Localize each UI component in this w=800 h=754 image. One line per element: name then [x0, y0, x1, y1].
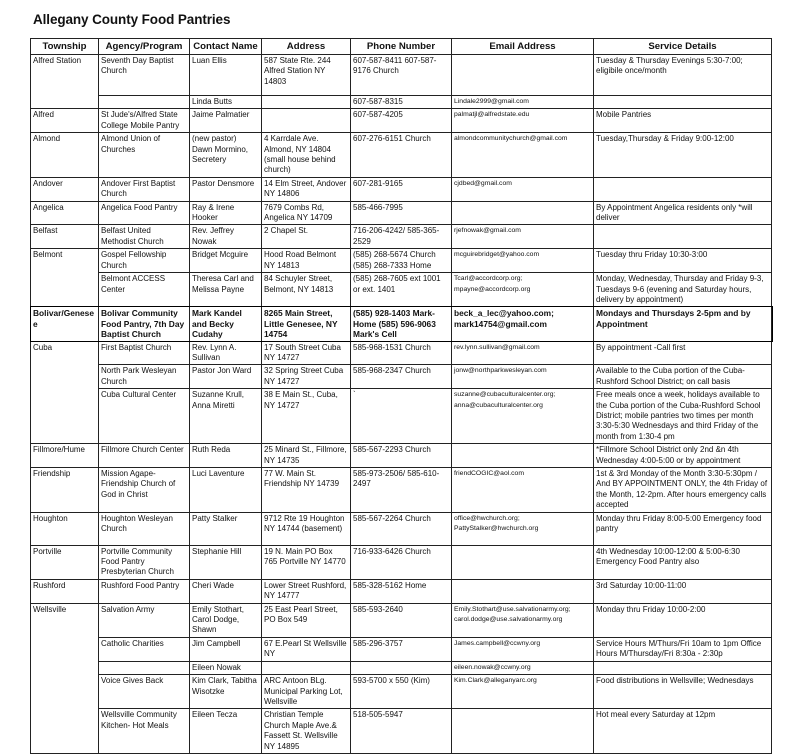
service-cell: Monday thru Friday 8:00-5:00 Emergency food pantry: [594, 512, 772, 545]
service-cell: Hot meal every Saturday at 12pm: [594, 709, 772, 754]
service-cell: [594, 661, 772, 674]
township-cell: Bolivar/Genesee: [31, 307, 99, 341]
phone-cell: 518-505-5947: [351, 709, 452, 754]
address-cell: 7679 Combs Rd, Angelica NY 14709: [262, 201, 351, 225]
contact-cell: Theresa Carl and Melissa Payne: [190, 273, 262, 307]
township-cell: Houghton: [31, 512, 99, 545]
table-row: [31, 365, 772, 389]
phone-cell: 585-968-1531 Church: [351, 341, 452, 365]
service-cell: Tuesday & Thursday Evenings 5:30-7:00; eligibile once/month: [594, 55, 772, 96]
contact-cell: Rev. Jeffrey Nowak: [190, 225, 262, 249]
email-cell: [452, 579, 594, 603]
email-cell: jonw@northparkwesleyan.com: [452, 365, 594, 389]
agency-cell: St Jude's/Alfred State College Mobile Pantry: [99, 109, 190, 133]
address-cell: 84 Schuyler Street, Belmont, NY 14813: [262, 273, 351, 307]
address-cell: 14 Elm Street, Andover NY 14806: [262, 177, 351, 201]
table-row: [31, 603, 772, 637]
phone-cell: 585-593-2640: [351, 603, 452, 637]
township-cell: Friendship: [31, 468, 99, 513]
contact-cell: Rev. Lynn A. Sullivan: [190, 341, 262, 365]
phone-cell: 593-5700 x 550 (Kim): [351, 675, 452, 709]
email-cell: [452, 545, 594, 579]
table-row: [31, 201, 772, 225]
township-cell: Portville: [31, 545, 99, 579]
address-cell: [262, 96, 351, 109]
email-cell: palmatjl@alfredstate.edu: [452, 109, 594, 133]
phone-cell: 607-587-8315: [351, 96, 452, 109]
contact-cell: Stephanie Hill: [190, 545, 262, 579]
email-cell: James.campbell@ccwny.org: [452, 637, 594, 661]
agency-cell: Portville Community Food Pantry Presbyterian Church: [99, 545, 190, 579]
phone-cell: 585-567-2264 Church: [351, 512, 452, 545]
township-cell: [31, 389, 99, 444]
service-cell: Service Hours M/Thurs/Fri 10am to 1pm Office Hours M/Thursday/Fri 8:30a - 2:30p: [594, 637, 772, 661]
agency-cell: Almond Union of Churches: [99, 133, 190, 178]
agency-cell: Angelica Food Pantry: [99, 201, 190, 225]
address-cell: Christian Temple Church Maple Ave.& Fassett St. Wellsville NY 14895: [262, 709, 351, 754]
address-cell: Lower Street Rushford, NY 14777: [262, 579, 351, 603]
email-cell: Tcarl@accordcorp.org; mpayne@accordcorp.org: [452, 273, 594, 307]
agency-cell: Houghton Wesleyan Church: [99, 512, 190, 545]
email-cell: [452, 709, 594, 754]
address-cell: 9712 Rte 19 Houghton NY 14744 (basement): [262, 512, 351, 545]
agency-cell: Salvation Army: [99, 603, 190, 637]
contact-cell: Suzanne Krull, Anna Miretti: [190, 389, 262, 444]
table-row: [31, 709, 772, 754]
township-cell: [31, 273, 99, 307]
address-cell: Hood Road Belmont NY 14813: [262, 249, 351, 273]
table-row: [31, 55, 772, 96]
phone-cell: 585-968-2347 Church: [351, 365, 452, 389]
email-cell: Emily.Stothart@use.salvationarmy.org; carol.dodge@use.salvationarmy.org: [452, 603, 594, 637]
township-cell: [31, 365, 99, 389]
table-row: [31, 133, 772, 178]
header-phone: Phone Number: [351, 39, 452, 55]
email-cell: Kim.Clark@alleganyarc.org: [452, 675, 594, 709]
contact-cell: Cheri Wade: [190, 579, 262, 603]
header-address: Address: [262, 39, 351, 55]
service-cell: Mobile Pantries: [594, 109, 772, 133]
address-cell: 8265 Main Street, Little Genesee, NY 14754: [262, 307, 351, 341]
agency-cell: Belmont ACCESS Center: [99, 273, 190, 307]
table-row: [31, 273, 772, 307]
address-cell: 67 E.Pearl St Wellsville NY: [262, 637, 351, 661]
phone-cell: (585) 268-5674 Church (585) 268-7333 Home: [351, 249, 452, 273]
service-cell: [594, 177, 772, 201]
service-cell: Food distributions in Wellsville; Wednesdays: [594, 675, 772, 709]
header-service: Service Details: [594, 39, 772, 55]
service-cell: 4th Wednesday 10:00-12:00 & 5:00-6:30 Emergency Food Pantry also: [594, 545, 772, 579]
contact-cell: Ruth Reda: [190, 444, 262, 468]
address-cell: 19 N. Main PO Box 765 Portville NY 14770: [262, 545, 351, 579]
contact-cell: Pastor Jon Ward: [190, 365, 262, 389]
township-cell: Fillmore/Hume: [31, 444, 99, 468]
address-cell: 77 W. Main St. Friendship NY 14739: [262, 468, 351, 513]
contact-cell: Patty Stalker: [190, 512, 262, 545]
township-cell: [31, 96, 99, 109]
phone-cell: (585) 268-7605 ext 1001 or ext. 1401: [351, 273, 452, 307]
email-cell: eileen.nowak@ccwny.org: [452, 661, 594, 674]
email-cell: almondcommunitychurch@gmail.com: [452, 133, 594, 178]
service-cell: [594, 96, 772, 109]
email-cell: Lindale2999@gmail.com: [452, 96, 594, 109]
header-agency: Agency/Program: [99, 39, 190, 55]
email-cell: rjefnowak@gmail.com: [452, 225, 594, 249]
agency-cell: Voice Gives Back: [99, 675, 190, 709]
phone-cell: 607-276-6151 Church: [351, 133, 452, 178]
table-row: [31, 545, 772, 579]
agency-cell: Fillmore Church Center: [99, 444, 190, 468]
agency-cell: Wellsville Community Kitchen- Hot Meals: [99, 709, 190, 754]
email-cell: [452, 444, 594, 468]
service-cell: Mondays and Thursdays 2-5pm and by Appointment: [594, 307, 772, 341]
address-cell: 587 State Rte. 244 Alfred Station NY 14803: [262, 55, 351, 96]
table-row: [31, 225, 772, 249]
contact-cell: Eileen Tecza: [190, 709, 262, 754]
agency-cell: First Baptist Church: [99, 341, 190, 365]
contact-cell: Kim Clark, Tabitha Wisotzke: [190, 675, 262, 709]
agency-cell: [99, 661, 190, 674]
header-township: Township: [31, 39, 99, 55]
phone-cell: 585-567-2293 Church: [351, 444, 452, 468]
table-row: [31, 109, 772, 133]
header-contact: Contact Name: [190, 39, 262, 55]
phone-cell: 585-466-7995: [351, 201, 452, 225]
phone-cell: 585-296-3757: [351, 637, 452, 661]
township-cell: Alfred: [31, 109, 99, 133]
agency-cell: [99, 96, 190, 109]
email-cell: beck_a_lec@yahoo.com; mark14754@gmail.com: [452, 307, 594, 341]
service-cell: Monday thru Friday 10:00-2:00: [594, 603, 772, 637]
service-cell: Tuesday,Thursday & Friday 9:00-12:00: [594, 133, 772, 178]
header-email: Email Address: [452, 39, 594, 55]
table-row-highlighted: [31, 307, 772, 341]
agency-cell: Andover First Baptist Church: [99, 177, 190, 201]
email-cell: [452, 55, 594, 96]
service-cell: [594, 225, 772, 249]
contact-cell: Ray & Irene Hooker: [190, 201, 262, 225]
service-cell: 3rd Saturday 10:00-11:00: [594, 579, 772, 603]
phone-cell: 585-328-5162 Home: [351, 579, 452, 603]
address-cell: [262, 661, 351, 674]
township-cell: Rushford: [31, 579, 99, 603]
agency-cell: Belfast United Methodist Church: [99, 225, 190, 249]
email-cell: rev.lynn.sullivan@gmail.com: [452, 341, 594, 365]
address-cell: ARC Antoon BLg. Municipal Parking Lot, Wellsville: [262, 675, 351, 709]
table-row: [31, 177, 772, 201]
township-cell: [31, 709, 99, 754]
contact-cell: Bridget Mcguire: [190, 249, 262, 273]
agency-cell: Bolivar Community Food Pantry, 7th Day Baptist Church: [99, 307, 190, 341]
agency-cell: Cuba Cultural Center: [99, 389, 190, 444]
address-cell: 25 Minard St., Fillmore, NY 14735: [262, 444, 351, 468]
table-row: [31, 675, 772, 709]
agency-cell: Catholic Charities: [99, 637, 190, 661]
email-cell: suzanne@cubaculturalcenter.org; anna@cubaculturalcenter.org: [452, 389, 594, 444]
email-cell: [452, 201, 594, 225]
phone-cell: [351, 661, 452, 674]
service-cell: By appointment -Call first: [594, 341, 772, 365]
address-cell: 4 Karrdale Ave. Almond, NY 14804 (small house behind church): [262, 133, 351, 178]
address-cell: 32 Spring Street Cuba NY 14727: [262, 365, 351, 389]
contact-cell: Mark Kandel and Becky Cudahy: [190, 307, 262, 341]
address-cell: 38 E Main St., Cuba, NY 14727: [262, 389, 351, 444]
contact-cell: Luan Ellis: [190, 55, 262, 96]
phone-cell: (585) 928-1403 Mark- Home (585) 596-9063 Mark's Cell: [351, 307, 452, 341]
service-cell: Monday, Wednesday, Thursday and Friday 9-3, Tuesdays 9-6 (evening and Saturday hours, delivery by appointment): [594, 273, 772, 307]
agency-cell: Mission Agape- Friendship Church of God in Christ: [99, 468, 190, 513]
township-cell: Belmont: [31, 249, 99, 273]
table-row: [31, 389, 772, 444]
address-cell: 17 South Street Cuba NY 14727: [262, 341, 351, 365]
table-row: [31, 637, 772, 661]
contact-cell: Luci Laventure: [190, 468, 262, 513]
phone-cell: 607-587-8411 607-587-9176 Church: [351, 55, 452, 96]
service-cell: Available to the Cuba portion of the Cuba-Rushford School District; on call basis: [594, 365, 772, 389]
township-cell: Almond: [31, 133, 99, 178]
township-cell: [31, 675, 99, 709]
township-cell: [31, 637, 99, 661]
contact-cell: Emily Stothart, Carol Dodge, Shawn: [190, 603, 262, 637]
contact-cell: Jaime Palmatier: [190, 109, 262, 133]
service-cell: *Fillmore School District only 2nd &n 4th Wednesday 4:00-5:00 or by appointment: [594, 444, 772, 468]
table-row: [31, 249, 772, 273]
email-cell: cjdbed@gmail.com: [452, 177, 594, 201]
township-cell: Andover: [31, 177, 99, 201]
phone-cell: 607-587-4205: [351, 109, 452, 133]
service-cell: By Appointment Angelica residents only *will deliver: [594, 201, 772, 225]
address-cell: 25 East Pearl Street, PO Box 549: [262, 603, 351, 637]
contact-cell: Pastor Densmore: [190, 177, 262, 201]
township-cell: Belfast: [31, 225, 99, 249]
township-cell: Alfred Station: [31, 55, 99, 96]
table-row: [31, 96, 772, 109]
header-row: [31, 39, 772, 55]
phone-cell: 716-933-6426 Church: [351, 545, 452, 579]
phone-cell: 716-206-4242/ 585-365-2529: [351, 225, 452, 249]
table-row: [31, 341, 772, 365]
table-row: [31, 512, 772, 545]
service-cell: 1st & 3rd Monday of the Month 3:30-5:30pm / And BY APPOINTMENT ONLY, the 4th Friday of the Month, 12-2pm. After hours emergency calls accepted: [594, 468, 772, 513]
agency-cell: Gospel Fellowship Church: [99, 249, 190, 273]
township-cell: [31, 661, 99, 674]
email-cell: office@hwchurch.org; PattyStalker@hwchurch.org: [452, 512, 594, 545]
phone-cell: 585-973-2506/ 585-610-2497: [351, 468, 452, 513]
phone-cell: `: [351, 389, 452, 444]
table-row: [31, 661, 772, 674]
agency-cell: North Park Wesleyan Church: [99, 365, 190, 389]
address-cell: [262, 109, 351, 133]
service-cell: Free meals once a week, holidays available to the Cuba portion of the Cuba-Rushford School District; mobile pantries two times per month 3:30-5:30 Wednesdays and third Friday of the month from 1:30-4 pm: [594, 389, 772, 444]
table-row: [31, 444, 772, 468]
table-row: [31, 579, 772, 603]
agency-cell: Rushford Food Pantry: [99, 579, 190, 603]
food-pantry-table: [30, 38, 772, 754]
contact-cell: Eileen Nowak: [190, 661, 262, 674]
email-cell: mcguirebridget@yahoo.com: [452, 249, 594, 273]
document-title: Allegany County Food Pantries: [33, 12, 231, 27]
service-cell: Tuesday thru Friday 10:30-3:00: [594, 249, 772, 273]
table-row: [31, 468, 772, 513]
township-cell: Angelica: [31, 201, 99, 225]
email-cell: friendCOGIC@aol.com: [452, 468, 594, 513]
township-cell: Cuba: [31, 341, 99, 365]
phone-cell: 607-281-9165: [351, 177, 452, 201]
agency-cell: Seventh Day Baptist Church: [99, 55, 190, 96]
address-cell: 2 Chapel St.: [262, 225, 351, 249]
contact-cell: Jim Campbell: [190, 637, 262, 661]
township-cell: Wellsville: [31, 603, 99, 637]
contact-cell: Linda Butts: [190, 96, 262, 109]
contact-cell: (new pastor) Dawn Mormino, Secretery: [190, 133, 262, 178]
